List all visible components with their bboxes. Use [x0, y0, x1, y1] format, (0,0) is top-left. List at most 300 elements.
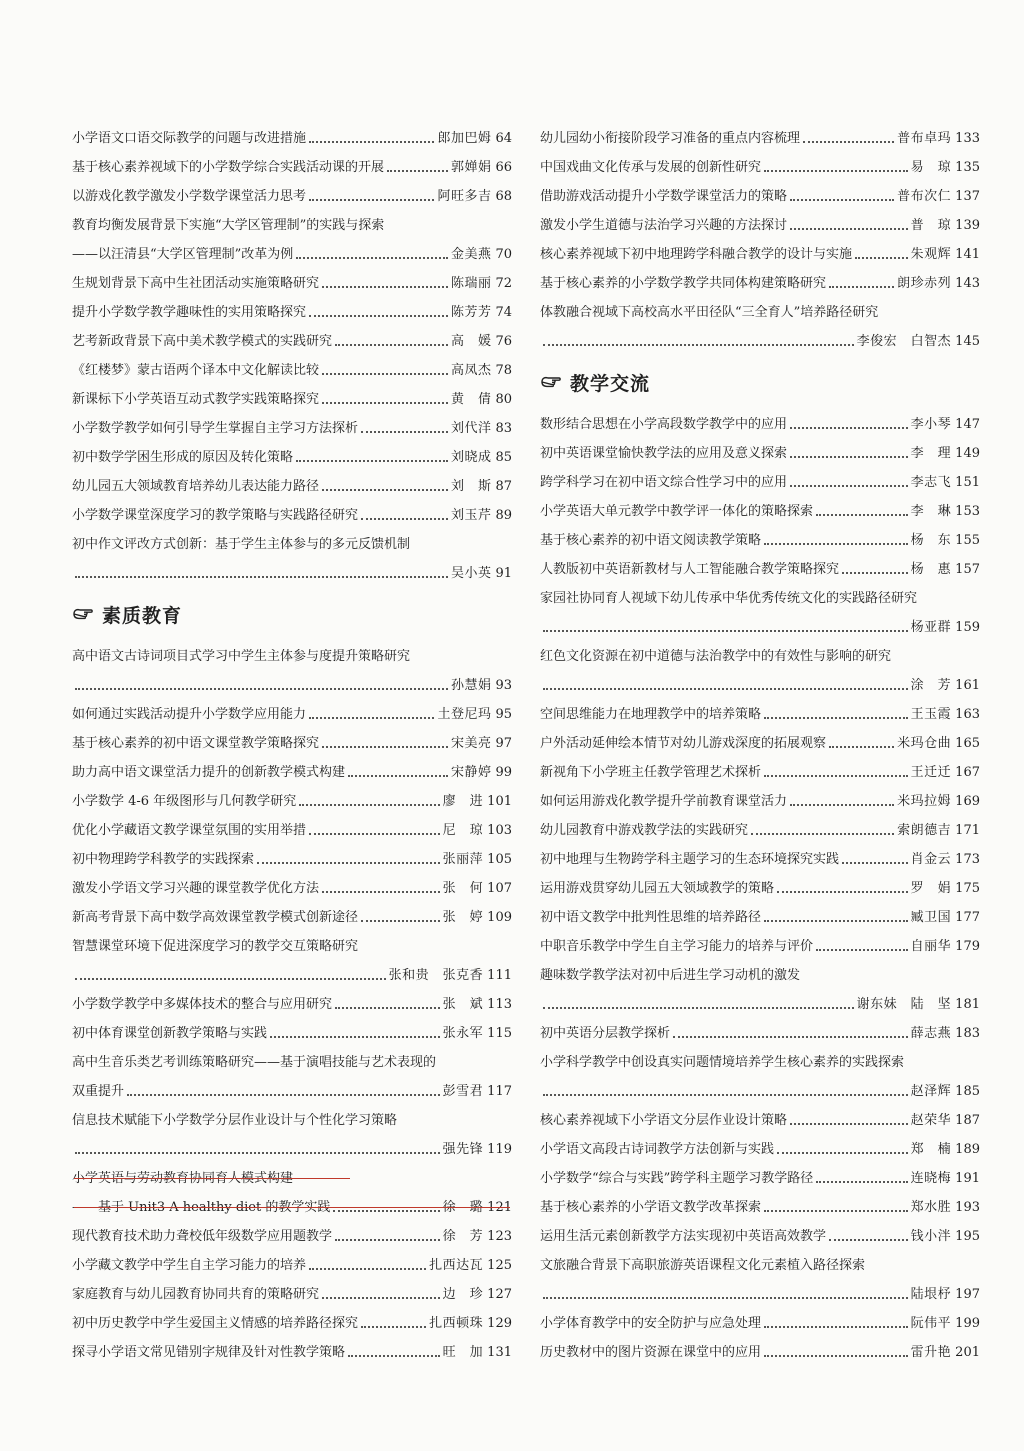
entry-page-number: 193 — [955, 1200, 980, 1215]
dot-leader — [790, 199, 894, 201]
entry-page-number: 70 — [495, 247, 512, 262]
entry-author: 陈芳芳 — [450, 305, 492, 320]
dot-leader — [348, 1355, 440, 1357]
dot-leader — [348, 775, 448, 777]
entry-page-number: 64 — [495, 131, 512, 146]
entry-title: 小学数学“综合与实践”跨学科主题学习教学路径 — [540, 1171, 814, 1186]
entry-page-number: 149 — [955, 446, 980, 461]
entry-author: 土登尼玛 — [437, 707, 492, 722]
toc-entry — [540, 1216, 980, 1245]
dot-leader — [543, 630, 908, 632]
entry-title: 探寻小学语文常见错别字规律及针对性教学策略 — [72, 1345, 346, 1360]
entry-page-number: 68 — [495, 189, 512, 204]
entry-title: ——以汪清县“大学区管理制”改革为例 — [72, 247, 294, 262]
entry-page-number: 76 — [495, 334, 512, 349]
section-heading-quality-education — [72, 592, 512, 636]
entry-page-number: 72 — [495, 276, 512, 291]
entry-page-number: 83 — [495, 421, 512, 436]
toc-entry — [540, 1187, 980, 1216]
toc-entry — [72, 984, 512, 1013]
entry-title: 基于核心素养的小学语文教学改革探索 — [540, 1200, 762, 1215]
entry-page-number: 199 — [955, 1316, 980, 1331]
entry-title: 人教版初中英语新教材与人工智能融合教学策略探究 — [540, 562, 840, 577]
entry-author: 张 斌 — [442, 997, 484, 1012]
entry-page-number: 107 — [487, 881, 512, 896]
entry-title: 教育均衡发展背景下实施“大学区管理制”的实践与探索 — [72, 218, 385, 233]
toc-entry — [72, 234, 512, 263]
entry-author: 孙慧娟 — [450, 678, 492, 693]
entry-author: 强先锋 — [442, 1142, 484, 1157]
entry-author: 米玛仓曲 — [897, 736, 952, 751]
toc-entry — [72, 1013, 512, 1042]
entry-author: 刘 斯 — [450, 479, 492, 494]
entry-page-number: 145 — [955, 334, 980, 349]
dot-leader — [270, 1036, 440, 1038]
dot-leader — [829, 746, 894, 748]
entry-author: 徐 璐 — [442, 1200, 484, 1215]
red-underline-mark — [74, 1207, 510, 1208]
dot-leader — [257, 862, 440, 864]
dot-leader — [829, 1239, 908, 1241]
entry-page-number: 173 — [955, 852, 980, 867]
entry-author: 金美燕 — [450, 247, 492, 262]
entry-author: 李 琳 — [910, 504, 952, 519]
dot-leader — [361, 431, 448, 433]
toc-entry — [540, 578, 980, 607]
toc-entry — [72, 466, 512, 495]
right-entry-list — [540, 118, 980, 350]
entry-page-number: 97 — [495, 736, 512, 751]
entry-page-number: 183 — [955, 1026, 980, 1041]
entry-author: 刘晓成 — [450, 450, 492, 465]
entry-page-number: 171 — [955, 823, 980, 838]
dot-leader — [543, 688, 908, 690]
toc-entry — [72, 147, 512, 176]
entry-title: 小学语文口语交际教学的问题与改进措施 — [72, 131, 307, 146]
entry-title: 红色文化资源在初中道德与法治教学中的有效性与影响的研究 — [540, 649, 892, 664]
entry-title: 趣味数学教学法对初中后进生学习动机的激发 — [540, 968, 801, 983]
toc-entry — [72, 1158, 512, 1187]
entry-title: 小学数学教学中多媒体技术的整合与应用研究 — [72, 997, 333, 1012]
entry-author: 李 理 — [910, 446, 952, 461]
entry-author: 阿旺多吉 — [437, 189, 492, 204]
entry-title: 艺考新政背景下高中美术教学模式的实践研究 — [72, 334, 333, 349]
toc-entry — [540, 1245, 980, 1274]
entry-author: 朗珍赤列 — [897, 276, 952, 291]
dot-leader — [322, 286, 448, 288]
entry-page-number: 125 — [487, 1258, 512, 1273]
dot-leader — [543, 344, 854, 346]
dot-leader — [842, 862, 908, 864]
toc-entry — [72, 118, 512, 147]
dot-leader — [764, 920, 908, 922]
entry-author: 郎加巴姆 — [437, 131, 492, 146]
entry-title: 家园社协同育人视域下幼儿传承中华优秀传统文化的实践路径研究 — [540, 591, 918, 606]
dot-leader — [764, 775, 908, 777]
toc-entry — [72, 263, 512, 292]
toc-entry — [72, 694, 512, 723]
entry-title: 核心素养视域下小学语文分层作业设计策略 — [540, 1113, 788, 1128]
dot-leader — [764, 1210, 908, 1212]
entry-author: 连晓梅 — [910, 1171, 952, 1186]
dot-leader — [790, 427, 908, 429]
entry-title: 家庭教育与幼儿园教育协同共育的策略研究 — [72, 1287, 320, 1302]
entry-title: 激发小学生道德与法治学习兴趣的方法探讨 — [540, 218, 788, 233]
entry-page-number: 74 — [495, 305, 512, 320]
section-heading-teaching-exchange — [540, 360, 980, 404]
entry-author: 张永军 — [442, 1026, 484, 1041]
toc-entry — [540, 205, 980, 234]
dot-leader — [75, 688, 448, 690]
entry-title: 小学数学教学如何引导学生掌握自主学习方法探析 — [72, 421, 359, 436]
entry-title: 初中英语课堂愉快教学法的应用及意义探索 — [540, 446, 788, 461]
toc-entry — [72, 665, 512, 694]
toc-entry — [540, 520, 980, 549]
entry-title: 中职音乐教学中学生自主学习能力的培养与评价 — [540, 939, 814, 954]
toc-entry — [72, 292, 512, 321]
entry-page-number: 80 — [495, 392, 512, 407]
entry-author: 旺 加 — [442, 1345, 484, 1360]
toc-entry — [72, 1245, 512, 1274]
entry-page-number: 99 — [495, 765, 512, 780]
entry-author: 薛志燕 — [910, 1026, 952, 1041]
left-column — [72, 118, 512, 1361]
entry-title: 小学数学 4-6 年级图形与几何教学研究 — [72, 794, 297, 809]
section-title: 教学交流 — [570, 372, 651, 395]
toc-entry — [540, 1042, 980, 1071]
entry-author: 扎西顿珠 — [429, 1316, 484, 1331]
entry-page-number: 191 — [955, 1171, 980, 1186]
entry-author: 罗 娟 — [910, 881, 952, 896]
entry-author: 雷升艳 — [910, 1345, 952, 1360]
toc-entry — [540, 1158, 980, 1187]
entry-author: 张 婷 — [442, 910, 484, 925]
entry-author: 黄 倩 — [450, 392, 492, 407]
entry-title: 幼儿园教育中游戏教学法的实践研究 — [540, 823, 749, 838]
dot-leader — [803, 141, 894, 143]
entry-title: 小学藏文教学中学生自主学习能力的培养 — [72, 1258, 307, 1273]
toc-entry — [540, 839, 980, 868]
toc-entry — [540, 1100, 980, 1129]
toc-entry — [540, 955, 980, 984]
entry-page-number: 119 — [487, 1142, 512, 1157]
entry-author: 郑 楠 — [910, 1142, 952, 1157]
toc-entry — [540, 1071, 980, 1100]
toc-entry — [72, 1187, 512, 1216]
toc-entry — [540, 984, 980, 1013]
dot-leader — [764, 1326, 908, 1328]
toc-entry — [540, 636, 980, 665]
entry-title: 幼儿园幼小衔接阶段学习准备的重点内容梳理 — [540, 131, 801, 146]
entry-title: 基于核心素养的小学数学教学共同体构建策略研究 — [540, 276, 827, 291]
entry-page-number: 131 — [487, 1345, 512, 1360]
entry-author: 涂 芳 — [910, 678, 952, 693]
toc-entry — [72, 1129, 512, 1158]
entry-author: 索朗德吉 — [897, 823, 952, 838]
toc-entry — [72, 868, 512, 897]
entry-page-number: 165 — [955, 736, 980, 751]
entry-page-number: 127 — [487, 1287, 512, 1302]
entry-author: 杨亚群 — [910, 620, 952, 635]
entry-author: 吴小英 — [450, 566, 492, 581]
toc-entry — [540, 665, 980, 694]
entry-author: 陆垠杼 — [910, 1287, 952, 1302]
dot-leader — [322, 402, 448, 404]
entry-page-number: 91 — [495, 566, 512, 581]
entry-title: 户外活动延伸绘本情节对幼儿游戏深度的拓展观察 — [540, 736, 827, 751]
dot-leader — [309, 1268, 426, 1270]
toc-entry — [540, 1013, 980, 1042]
entry-page-number: 95 — [495, 707, 512, 722]
entry-author: 阮伟平 — [910, 1316, 952, 1331]
entry-page-number: 189 — [955, 1142, 980, 1157]
dot-leader — [361, 518, 448, 520]
entry-title: 新课标下小学英语互动式教学实践策略探究 — [72, 392, 320, 407]
entry-author: 彭雪君 — [442, 1084, 484, 1099]
entry-title: 初中数学学困生形成的原因及转化策略 — [72, 450, 294, 465]
toc-entry — [540, 549, 980, 578]
entry-page-number: 143 — [955, 276, 980, 291]
toc-entry — [540, 321, 980, 350]
entry-title: 初中地理与生物跨学科主题学习的生态环境探究实践 — [540, 852, 840, 867]
toc-entry — [72, 1042, 512, 1071]
entry-author: 普布卓玛 — [897, 131, 952, 146]
entry-page-number: 115 — [487, 1026, 512, 1041]
toc-entry — [540, 723, 980, 752]
entry-page-number: 101 — [487, 794, 512, 809]
entry-title: 智慧课堂环境下促进深度学习的教学交互策略研究 — [72, 939, 359, 954]
entry-page-number: 66 — [495, 160, 512, 175]
entry-page-number: 117 — [487, 1084, 512, 1099]
entry-page-number: 133 — [955, 131, 980, 146]
toc-entry — [72, 379, 512, 408]
toc-entry — [72, 524, 512, 553]
toc-entry — [72, 553, 512, 582]
entry-author: 高凤杰 — [450, 363, 492, 378]
entry-page-number: 151 — [955, 475, 980, 490]
entry-author: 徐 芳 — [442, 1229, 484, 1244]
dot-leader — [335, 1239, 440, 1241]
toc-entry — [72, 205, 512, 234]
entry-title: 新视角下小学班主任教学管理艺术探析 — [540, 765, 762, 780]
pointing-hand-icon — [540, 373, 562, 391]
pointing-hand-icon — [72, 605, 94, 623]
entry-page-number: 85 — [495, 450, 512, 465]
entry-author: 李小琴 — [910, 417, 952, 432]
toc-entry — [540, 781, 980, 810]
entry-title: 初中语文教学中批判性思维的培养路径 — [540, 910, 762, 925]
dot-leader — [309, 141, 434, 143]
entry-author: 陈瑞丽 — [450, 276, 492, 291]
entry-title: 激发小学语文学习兴趣的课堂教学优化方法 — [72, 881, 320, 896]
toc-entry — [540, 462, 980, 491]
dot-leader — [790, 456, 908, 458]
entry-title: 高中语文古诗词项目式学习中学生主体参与度提升策略研究 — [72, 649, 411, 664]
toc-entry — [72, 926, 512, 955]
dot-leader — [764, 170, 908, 172]
entry-title: 空间思维能力在地理教学中的培养策略 — [540, 707, 762, 722]
entry-author: 刘玉芹 — [450, 508, 492, 523]
toc-entry — [72, 1332, 512, 1361]
entry-title: 基于核心素养的初中语文阅读教学策略 — [540, 533, 762, 548]
entry-title: 初中物理跨学科教学的实践探索 — [72, 852, 255, 867]
dot-leader — [75, 1152, 440, 1154]
entry-page-number: 197 — [955, 1287, 980, 1302]
toc-entry — [72, 839, 512, 868]
entry-title: 初中英语分层教学探析 — [540, 1026, 671, 1041]
entry-title: 基于核心素养视域下的小学数学综合实践活动课的开展 — [72, 160, 385, 175]
entry-page-number: 109 — [487, 910, 512, 925]
entry-author: 王迁迁 — [910, 765, 952, 780]
entry-author: 郭婵娟 — [450, 160, 492, 175]
entry-author: 自丽华 — [910, 939, 952, 954]
entry-page-number: 201 — [955, 1345, 980, 1360]
red-underline-mark — [74, 1178, 350, 1179]
toc-entry — [72, 176, 512, 205]
dot-leader — [764, 1355, 908, 1357]
entry-author: 米玛拉姆 — [897, 794, 952, 809]
toc-entry — [540, 1332, 980, 1361]
entry-page-number: 147 — [955, 417, 980, 432]
entry-title: 幼儿园五大领域教育培养幼儿表达能力路径 — [72, 479, 320, 494]
entry-author: 普布次仁 — [897, 189, 952, 204]
toc-entry — [540, 868, 980, 897]
entry-page-number: 89 — [495, 508, 512, 523]
toc-entry — [540, 118, 980, 147]
entry-author: 尼 琼 — [442, 823, 484, 838]
entry-page-number: 157 — [955, 562, 980, 577]
left-entry-list-2 — [72, 636, 512, 1361]
entry-author: 肖金云 — [910, 852, 952, 867]
dot-leader — [777, 1152, 908, 1154]
dot-leader — [842, 572, 908, 574]
entry-title: 小学数学课堂深度学习的教学策略与实践路径研究 — [72, 508, 359, 523]
entry-author: 王玉霞 — [910, 707, 952, 722]
entry-title: 双重提升 — [72, 1084, 125, 1099]
entry-title: 助力高中语文课堂活力提升的创新教学模式构建 — [72, 765, 346, 780]
toc-entry — [72, 321, 512, 350]
entry-title: 核心素养视域下初中地理跨学科融合教学的设计与实施 — [540, 247, 853, 262]
toc-entry — [540, 607, 980, 636]
entry-page-number: 141 — [955, 247, 980, 262]
dot-leader — [387, 170, 448, 172]
dot-leader — [309, 199, 434, 201]
dot-leader — [296, 460, 448, 462]
entry-page-number: 179 — [955, 939, 980, 954]
dot-leader — [673, 1036, 908, 1038]
toc-entry — [540, 292, 980, 321]
toc-entry — [72, 437, 512, 466]
entry-author: 朱观辉 — [910, 247, 952, 262]
toc-entry — [72, 781, 512, 810]
entry-title: 高中生音乐类艺考训练策略研究——基于演唱技能与艺术表现的 — [72, 1055, 437, 1070]
entry-page-number: 103 — [487, 823, 512, 838]
toc-entry — [72, 723, 512, 752]
toc-entry — [72, 1274, 512, 1303]
entry-title: 小学英语大单元教学中教学评一体化的策略探索 — [540, 504, 814, 519]
entry-title: 小学语文高段古诗词教学方法创新与实践 — [540, 1142, 775, 1157]
dot-leader — [790, 485, 908, 487]
toc-entry — [540, 926, 980, 955]
entry-author: 郑水胜 — [910, 1200, 952, 1215]
entry-author: 钱小泮 — [910, 1229, 952, 1244]
dot-leader — [829, 286, 894, 288]
entry-page-number: 155 — [955, 533, 980, 548]
entry-title: 小学科学教学中创设真实问题情境培养学生核心素养的实践探索 — [540, 1055, 905, 1070]
dot-leader — [764, 543, 908, 545]
entry-author: 谢东妹 陆 坚 — [856, 997, 952, 1012]
entry-title: 小学体育教学中的安全防护与应急处理 — [540, 1316, 762, 1331]
entry-author: 宋美亮 — [450, 736, 492, 751]
entry-author: 边 珍 — [442, 1287, 484, 1302]
toc-entry — [72, 1303, 512, 1332]
entry-title: 新高考背景下高中数学高效课堂教学模式创新途径 — [72, 910, 359, 925]
dot-leader — [335, 344, 448, 346]
entry-title: 如何通过实践活动提升小学数学应用能力 — [72, 707, 307, 722]
entry-page-number: 139 — [955, 218, 980, 233]
entry-title: 文旅融合背景下高职旅游英语课程文化元素植入路径探索 — [540, 1258, 866, 1273]
toc-entry — [540, 694, 980, 723]
toc-entry — [72, 495, 512, 524]
dot-leader — [299, 804, 439, 806]
entry-title: 借助游戏活动提升小学数学课堂活力的策略 — [540, 189, 788, 204]
toc-entry — [540, 176, 980, 205]
dot-leader — [309, 717, 434, 719]
dot-leader — [296, 257, 448, 259]
entry-author: 赵泽辉 — [910, 1084, 952, 1099]
dot-leader — [309, 833, 440, 835]
entry-page-number: 137 — [955, 189, 980, 204]
dot-leader — [309, 315, 448, 317]
entry-page-number: 185 — [955, 1084, 980, 1099]
entry-title: ——基于 Unit3 A healthy diet 的教学实践 — [72, 1200, 331, 1215]
dot-leader — [322, 489, 448, 491]
toc-entry — [540, 897, 980, 926]
dot-leader — [751, 833, 894, 835]
entry-page-number: 93 — [495, 678, 512, 693]
dot-leader — [790, 228, 908, 230]
dot-leader — [816, 949, 908, 951]
toc-entry — [540, 752, 980, 781]
entry-title: 中国戏曲文化传承与发展的创新性研究 — [540, 160, 762, 175]
entry-page-number: 113 — [487, 997, 512, 1012]
entry-title: 体教融合视域下高校高水平田径队“三全育人”培养路径研究 — [540, 305, 879, 320]
toc-entry — [540, 234, 980, 263]
entry-title: 生规划背景下高中生社团活动实施策略研究 — [72, 276, 320, 291]
toc-entry — [540, 491, 980, 520]
entry-page-number: 169 — [955, 794, 980, 809]
entry-author: 高 媛 — [450, 334, 492, 349]
toc-entry — [72, 1100, 512, 1129]
entry-title: 跨学科学习在初中语文综合性学习中的应用 — [540, 475, 788, 490]
entry-page-number: 195 — [955, 1229, 980, 1244]
entry-title: 以游戏化教学激发小学数学课堂活力思考 — [72, 189, 307, 204]
dot-leader — [335, 1007, 440, 1009]
dot-leader — [543, 1297, 908, 1299]
toc-entry — [72, 752, 512, 781]
dot-leader — [322, 746, 448, 748]
entry-author: 杨 东 — [910, 533, 952, 548]
entry-title: 信息技术赋能下小学数学分层作业设计与个性化学习策略 — [72, 1113, 398, 1128]
entry-author: 刘代洋 — [450, 421, 492, 436]
entry-author: 宋静婷 — [450, 765, 492, 780]
toc-entry — [72, 897, 512, 926]
dot-leader — [322, 891, 440, 893]
section-title: 素质教育 — [102, 604, 183, 627]
right-column — [540, 118, 980, 1361]
entry-page-number: 135 — [955, 160, 980, 175]
dot-leader — [764, 717, 908, 719]
